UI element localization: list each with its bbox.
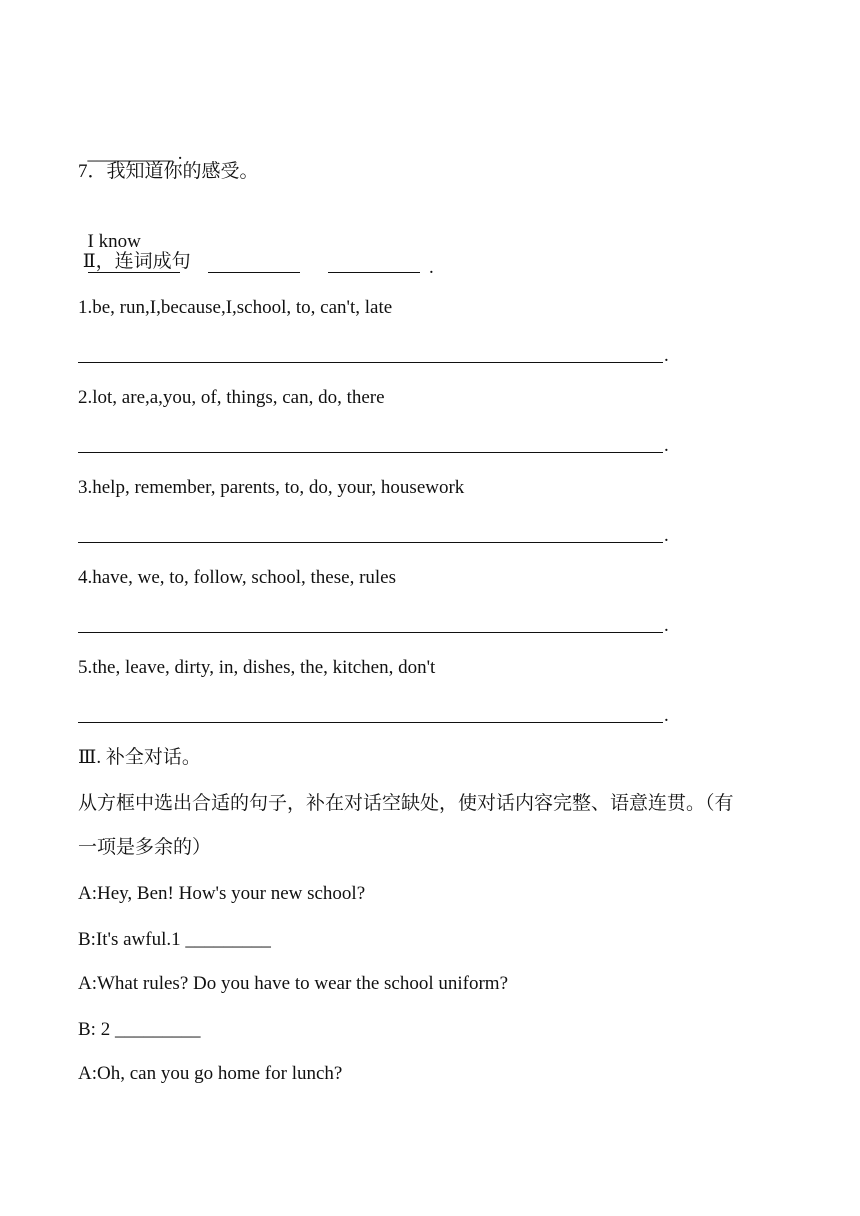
s2-item-3: 3.help, remember, parents, to, do, your, housework [78, 477, 465, 498]
q7-blank-3[interactable] [328, 254, 420, 273]
section3-instruction-line2: 一项是多余的） [78, 837, 212, 858]
s2-answer-line-2[interactable] [78, 452, 663, 453]
s2-answer-line-5[interactable] [78, 722, 663, 723]
section2-title: Ⅱ，连词成句 [78, 251, 191, 272]
dialogue-line-4: B: 2 _________ [78, 1019, 201, 1040]
s2-item-1: 1.be, run,I,because,I,school, to, can't, late [78, 297, 393, 318]
s2-answer-period-4: . [664, 615, 669, 636]
s2-answer-period-3: . [664, 525, 669, 546]
s2-item-4: 4.have, we, to, follow, school, these, rules [78, 567, 396, 588]
section3-instruction-line1: 从方框中选出合适的句子，补在对话空缺处，使对话内容完整、语意连贯。（有 [78, 793, 734, 814]
s2-answer-period-2: . [664, 435, 669, 456]
s2-item-2: 2.lot, are,a,you, of, things, can, do, there [78, 387, 385, 408]
q7-blank-2[interactable] [208, 254, 300, 273]
q7-chinese-prompt: 7．我知道你的感受。 [78, 161, 259, 182]
q7-period: . [429, 257, 434, 278]
previous-answer-blank [78, 118, 183, 166]
s2-answer-period-5: . [664, 705, 669, 726]
section3-title: Ⅲ. 补全对话。 [78, 747, 201, 768]
q7-english-start: I know [87, 231, 141, 252]
s2-item-5: 5.the, leave, dirty, in, dishes, the, kitchen, don't [78, 657, 436, 678]
dialogue-line-2: B:It's awful.1 _________ [78, 929, 271, 950]
s2-answer-line-4[interactable] [78, 632, 663, 633]
s2-answer-line-1[interactable] [78, 362, 663, 363]
dialogue-line-3: A:What rules? Do you have to wear the school uniform? [78, 973, 509, 994]
period: . [177, 143, 183, 164]
s2-answer-line-3[interactable] [78, 542, 663, 543]
s2-answer-period-1: . [664, 345, 669, 366]
dialogue-line-5: A:Oh, can you go home for lunch? [78, 1063, 343, 1084]
dialogue-line-1: A:Hey, Ben! How's your new school? [78, 883, 366, 904]
blank-underline: _________ [87, 143, 173, 164]
